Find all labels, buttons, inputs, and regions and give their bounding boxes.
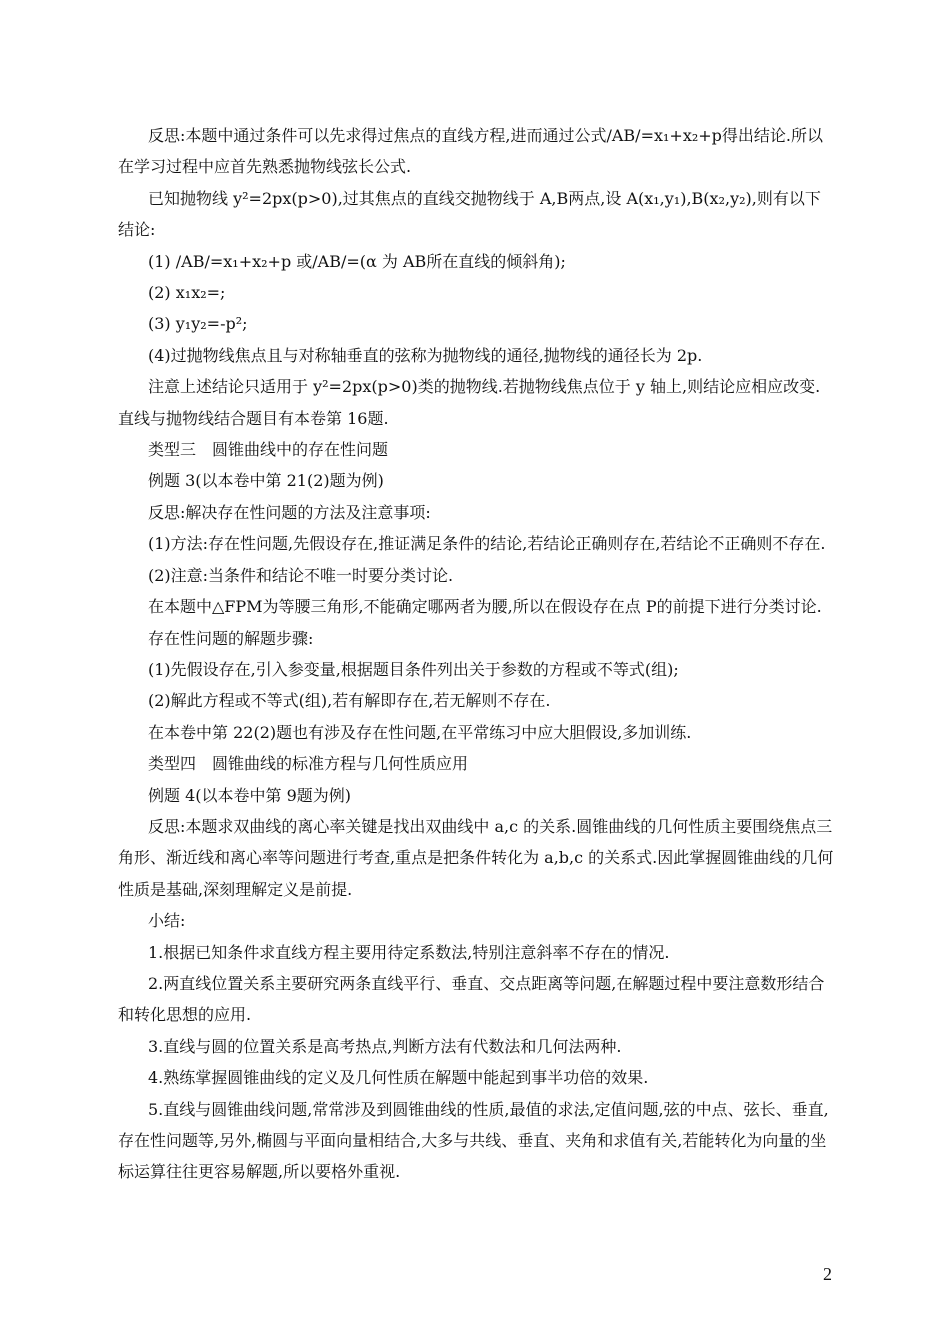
method-item-2: (2)注意:当条件和结论不唯一时要分类讨论. xyxy=(148,565,454,585)
conclusion-item-1: (1) /AB/=x₁+x₂+p 或/AB/=(α 为 AB所在直线的倾斜角); xyxy=(148,251,566,271)
conclusion-item-2: (2) x₁x₂=; xyxy=(148,283,226,303)
paragraph-reflection-4: 反思:本题求双曲线的离心率关键是找出双曲线中 a,c 的关系.圆锥曲线的几何性质主要围绕焦点三角形、渐近线和离心率等问题进行考查,重点是把条件转化为 a,b,c 的关系式.因此掌握圆锥曲线的几何性质是基础,深刻理解定义是前提. xyxy=(118,816,834,899)
section-heading-type-4: 类型四 圆锥曲线的标准方程与几何性质应用 xyxy=(148,754,469,774)
paragraph-parabola-conclusions: 已知抛物线 y²=2px(p>0),过其焦点的直线交抛物线于 A,B两点,设 A(x₁,y₁),B(x₂,y₂),则有以下结论: xyxy=(118,188,821,240)
step-item-2: (2)解此方程或不等式(组),若有解即存在,若无解则不存在. xyxy=(148,691,551,711)
paragraph-note: 注意上述结论只适用于 y²=2px(p>0)类的抛物线.若抛物线焦点位于 y 轴上,则结论应相应改变.直线与抛物线结合题目有本卷第 16题. xyxy=(118,377,821,428)
steps-heading: 存在性问题的解题步骤: xyxy=(148,628,314,648)
section-heading-type-3: 类型三 圆锥曲线中的存在性问题 xyxy=(148,440,389,460)
conclusion-item-3: (3) y₁y₂=-p²; xyxy=(148,314,248,334)
example-3-heading: 例题 3(以本卷中第 21(2)题为例) xyxy=(148,471,384,491)
paragraph-triangle-case: 在本题中△FPM为等腰三角形,不能确定哪两者为腰,所以在假设存在点 P的前提下进行分类讨论. xyxy=(148,597,822,617)
summary-item-2: 2.两直线位置关系主要研究两条直线平行、垂直、交点距离等问题,在解题过程中要注意数形结合和转化思想的应用. xyxy=(118,973,825,1025)
summary-item-4: 4.熟练掌握圆锥曲线的定义及几何性质在解题中能起到事半功倍的效果. xyxy=(148,1068,649,1088)
conclusion-item-4: (4)过抛物线焦点且与对称轴垂直的弦称为抛物线的通径,抛物线的通径长为 2p. xyxy=(148,345,703,365)
summary-item-5: 5.直线与圆锥曲线问题,常常涉及到圆锥曲线的性质,最值的求法,定值问题,弦的中点、弦长、垂直,存在性问题等,另外,椭圆与平面向量相结合,大多与共线、垂直、夹角和求值有关,若能转化为向量的坐标运算往往更容易解题,所以要格外重视. xyxy=(118,1099,829,1182)
document-body xyxy=(118,120,834,1188)
summary-item-1: 1.根据已知条件求直线方程主要用待定系数法,特别注意斜率不存在的情况. xyxy=(148,942,670,962)
page-number: 2 xyxy=(823,1264,832,1284)
example-4-heading: 例题 4(以本卷中第 9题为例) xyxy=(148,785,352,805)
paragraph-question-22: 在本卷中第 22(2)题也有涉及存在性问题,在平常练习中应大胆假设,多加训练. xyxy=(148,722,692,742)
summary-heading: 小结: xyxy=(148,911,186,931)
paragraph-reflection-3: 反思:解决存在性问题的方法及注意事项: xyxy=(148,502,431,522)
step-item-1: (1)先假设存在,引入参变量,根据题目条件列出关于参数的方程或不等式(组); xyxy=(148,659,679,679)
paragraph-reflection-1: 反思:本题中通过条件可以先求得过焦点的直线方程,进而通过公式/AB/=x₁+x₂+p得出结论.所以在学习过程中应首先熟悉抛物线弦长公式. xyxy=(118,126,823,177)
method-item-1: (1)方法:存在性问题,先假设存在,推证满足条件的结论,若结论正确则存在,若结论不正确则不存在. xyxy=(148,534,826,554)
summary-item-3: 3.直线与圆的位置关系是高考热点,判断方法有代数法和几何法两种. xyxy=(148,1036,622,1056)
